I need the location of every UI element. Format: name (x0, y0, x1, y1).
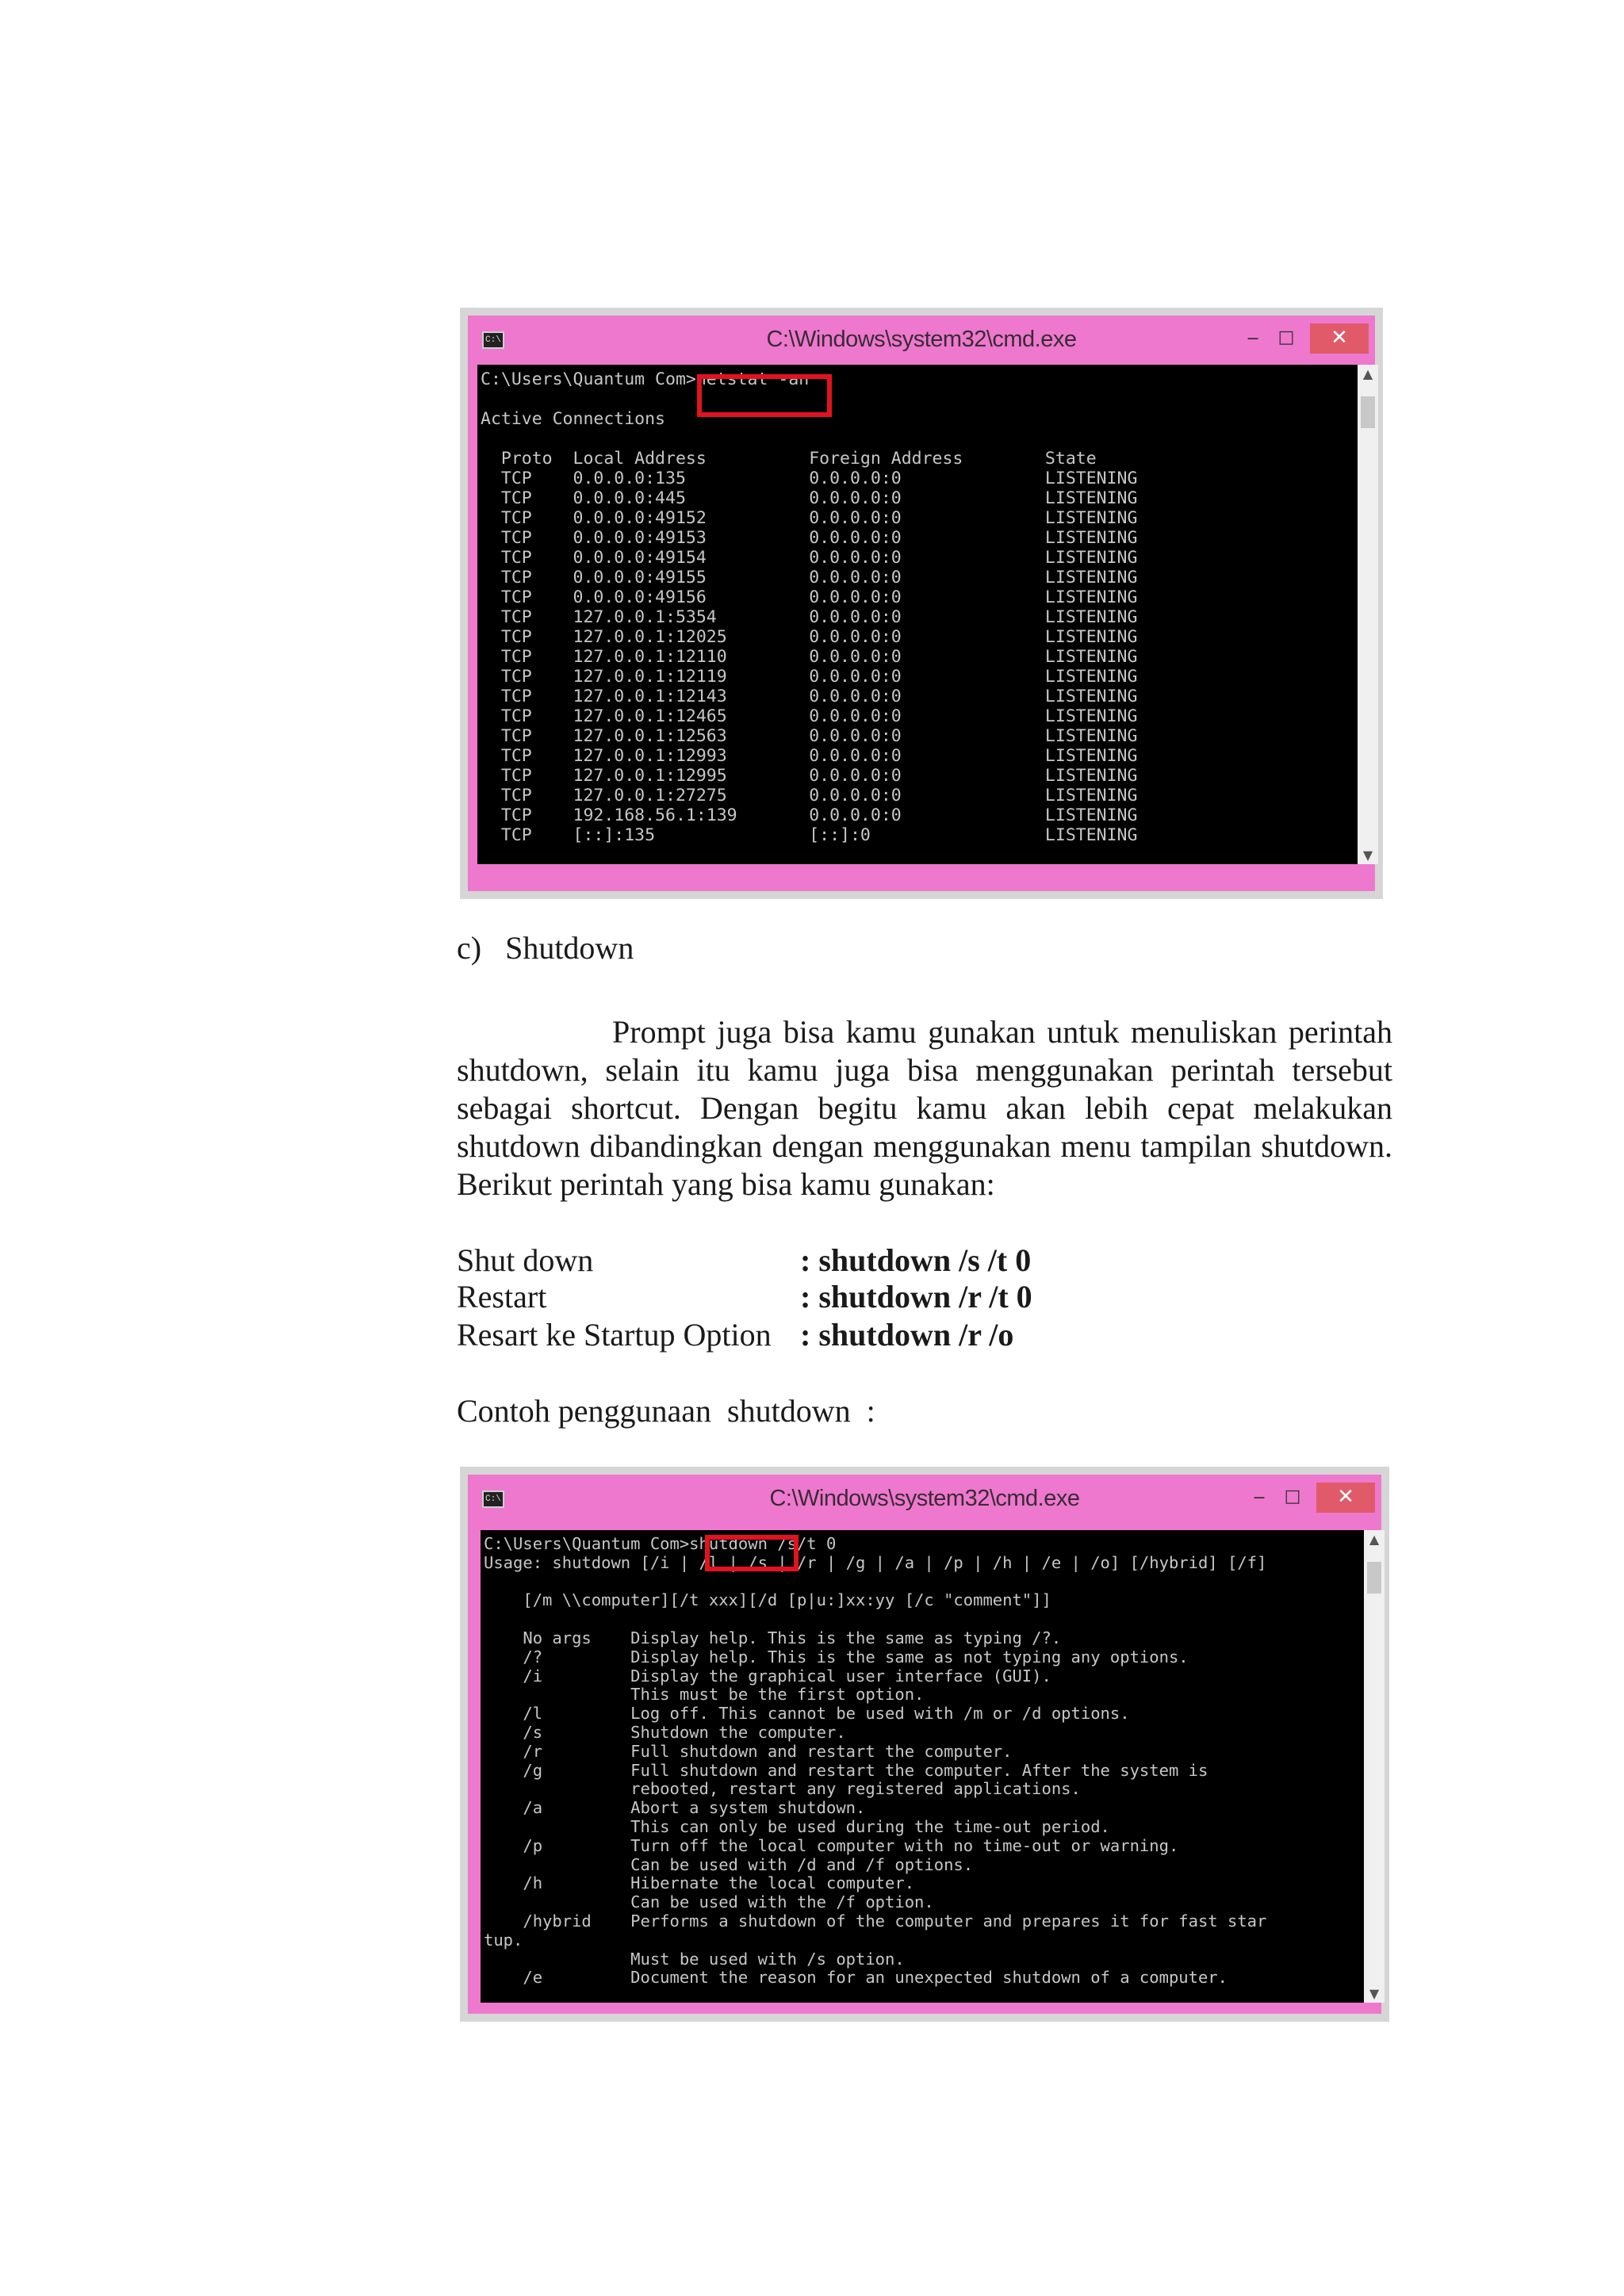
command-highlight (705, 1535, 799, 1571)
close-icon[interactable]: ✕ (1316, 1483, 1375, 1513)
example-heading: Contoh penggunaan shutdown : (457, 1393, 875, 1429)
console-text: C:\Users\Quantum Com>netstat -an Active Connections Proto Local Address Foreign Address State TCP 0.0.0.0:135 0.0.0.0:0 LISTENING TCP 0.0.0.0:445 0.0.0.0:0 LISTENING TCP 0.0.0.0:49152 0.0.0.0:0 LISTENING TCP 0.0.0.0:49153 0.0.0.0:0 LISTENING TCP 0.0.0.0:49154 0.0.0.0:0 LISTENING TCP 0.0.0.0:49155 0.0.0.0:0 LISTENING TCP 0.0.0.0:49156 0.0.0.0:0 LISTENING TCP 127.0.0.1:5354 0.0.0.0:0 LISTENING TCP 127.0.0.1:12025 0.0.0.0:0 LISTENING TCP 127.0.0.1:12110 0.0.0.0:0 LISTENING TCP 127.0.0.1:12119 0.0.0.0:0 LISTENING TCP 127.0.0.1:12143 0.0.0.0:0 LISTENING TCP 127.0.0.1:12465 0.0.0.0:0 LISTENING TCP 127.0.0.1:12563 0.0.0.0:0 LISTENING TCP 127.0.0.1:12993 0.0.0.0:0 LISTENING TCP 127.0.0.1:12995 0.0.0.0:0 LISTENING TCP 127.0.0.1:27275 0.0.0.0:0 LISTENING TCP 192.168.56.1:139 0.0.0.0:0 LISTENING TCP [::]:135 [::]:0 LISTENING (481, 369, 1138, 845)
window-title: C:\Windows\system32\cmd.exe (769, 1486, 1080, 1511)
command-label: Resart ke Startup Option (457, 1317, 772, 1353)
cmd-app-icon: C:\ (482, 1490, 504, 1508)
window-title: C:\Windows\system32\cmd.exe (766, 327, 1077, 352)
minimize-icon[interactable]: ‒ (1253, 1486, 1266, 1508)
cmd-window-netstat (460, 308, 1383, 899)
close-icon[interactable]: ✕ (1310, 323, 1369, 354)
console-text: C:\Users\Quantum Com>shutdown /s/t 0 Usage: shutdown [/i | /l | /s | /r | /g | /a | /p | /h | /e | /o] [/hybrid] [/f] [/m \\computer][/t xxx][/d [p|u:]xx:yy [/c "comment"]] No args Display help. This is the same as typing /?. /? Display help. This is the same as not typing any options. /i Display the graphical user interface (GUI). This must be the first option. /l Log off. This cannot be used with /m or /d options. /s Shutdown the computer. /r Full shutdown and restart the computer. /g Full shutdown and restart the computer. After the system is rebooted, restart any registered applications. /a Abort a system shutdown. This can only be used during the time-out period. /p Turn off the local computer with no time-out or warning. Can be used with /d and /f options. /h Hibernate the local computer. Can be used with the /f option. /hybrid Performs a shutdown of the computer and prepares it for fast star tup. Must be used with /s option. /e Document the reason for an unexpected shutdown of a computer. (484, 1534, 1267, 1988)
vertical-scrollbar[interactable] (1358, 365, 1378, 864)
cmd-window-shutdown (460, 1467, 1389, 2022)
vertical-scrollbar[interactable] (1364, 1530, 1385, 2003)
command-highlight (697, 374, 832, 417)
command-label: Shut down (457, 1242, 594, 1278)
section-heading: c) Shutdown (457, 930, 634, 966)
console-output[interactable] (477, 365, 1378, 864)
command-value: : shutdown /r /o (800, 1317, 1014, 1353)
scroll-thumb[interactable] (1361, 396, 1375, 428)
minimize-icon[interactable]: ‒ (1247, 327, 1259, 349)
title-bar[interactable] (468, 1475, 1381, 1524)
scroll-up-icon[interactable]: ▲ (1369, 1532, 1380, 1547)
cmd-app-icon: C:\ (482, 331, 504, 349)
scroll-thumb[interactable] (1367, 1562, 1381, 1594)
command-label: Restart (457, 1279, 547, 1314)
title-bar[interactable] (468, 316, 1375, 365)
scroll-up-icon[interactable]: ▲ (1362, 366, 1373, 381)
maximize-icon[interactable]: □ (1284, 1487, 1301, 1506)
command-value: : shutdown /s /t 0 (800, 1242, 1032, 1278)
body-paragraph: Prompt juga bisa kamu gunakan untuk menuliskan perintah shutdown, selain itu kamu juga bisa menggunakan perintah tersebut sebagai shortcut. Dengan begitu kamu akan lebih cepat melakukan shutdown dibandingkan dengan menggunakan menu tampilan shutdown. Berikut perintah yang bisa kamu gunakan: (457, 1014, 1392, 1202)
scroll-down-icon[interactable]: ▼ (1362, 848, 1373, 863)
scroll-down-icon[interactable]: ▼ (1369, 1986, 1380, 2001)
maximize-icon[interactable]: □ (1277, 327, 1295, 347)
console-output[interactable] (481, 1530, 1385, 2003)
command-value: : shutdown /r /t 0 (800, 1279, 1032, 1314)
